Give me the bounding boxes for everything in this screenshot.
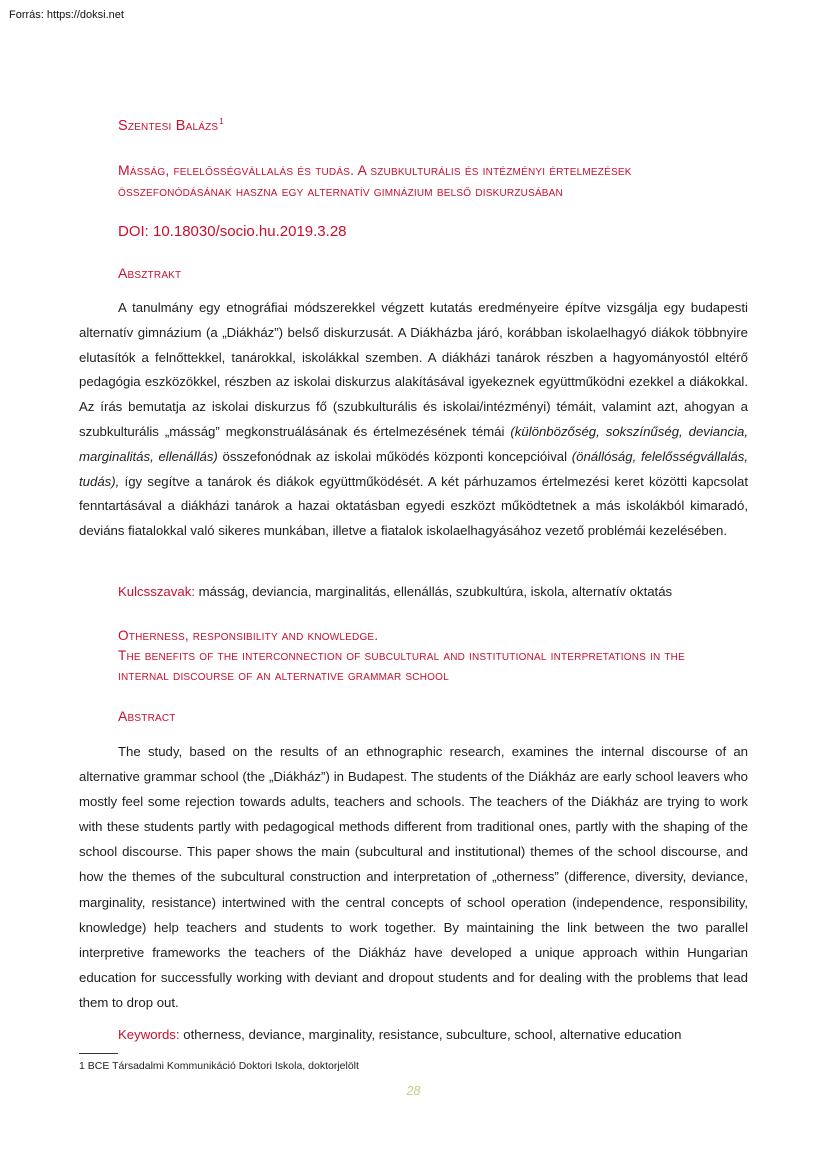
- doi[interactable]: DOI: 10.18030/socio.hu.2019.3.28: [118, 223, 347, 240]
- keywords-hu: Kulcsszavak: másság, deviancia, marginalitás, ellenállás, szubkultúra, iskola, alternatív oktatás: [118, 584, 673, 599]
- abstract-hu-text: A tanulmány egy etnográfiai módszerekkel végzett kutatás eredményeire építve vizsgálja egy budapesti alternatív gimnázium (a „Diákház”) belső diskurzusát. A Diákházba járó, korábban iskolaelhagyó diákok többnyire elutasítók a felnőttekkel, tanárokkal, iskolákkal szemben. A diákházi tanárok részben a hagyományostól eltérő pedagógia eszközökkel, részben az iskolai diskurzus alakításával igyekeznek együttműködni ezekkel a diákokkal. Az írás bemutatja az iskolai diskurzus fő (szubkulturális és iskolai/intézményi) témáit, valamint azt, ahogyan a szubkulturális „másság” megkonstruálásának és értelmezésének témái (különbözőség, sokszínűség, deviancia, marginalitás, ellenállás) összefonódnak az iskolai működés központi koncepcióival (önállóság, felelősségvállalás, tudás), így segítve a tanárok és diákok együttműködését. A két párhuzamos értelmezési keret közötti kapcsolat fenntartásával a diákházi tanárok a hazai oktatásban egyedi eszközt működtetnek a más iskolákból kimaradó, deviáns fiatalokkal való sikeres munkában, illetve a fiatalok iskolaelhagyásához vezető problémái kezelésében.: [79, 300, 748, 539]
- source-label: Forrás: https://doksi.net: [9, 9, 124, 21]
- abstract-en-text: The study, based on the results of an ethnographic research, examines the internal discourse of an alternative grammar school (the „Diákház”) in Budapest. The students of the Diákház are early school leavers who mostly feel some rejection towards adults, teachers and schools. The teachers of the Diákház are trying to work with these students partly with pedagogical methods different from traditional ones, partly with the shaping of the school discourse. This paper shows the main (subcultural and institutional) themes of the school discourse, and how the themes of the subcultural construction and interpretation of „otherness” (difference, diversity, deviance, marginality, resistance) intertwined with the central concepts of school operation (independence, responsibility, knowledge) help teachers and students to work together. By maintaining the link between the two parallel interpretive frameworks the teachers of the Diákház have developed a unique approach within Hungarian education for successfully working with deviant and dropout students and for dealing with the problems that lead them to drop out.: [79, 744, 748, 1010]
- footnote: 1 BCE Társadalmi Kommunikáció Doktori Iskola, doktorjelölt: [79, 1060, 359, 1072]
- page-number: 28: [406, 1084, 421, 1098]
- title-english: Otherness, responsibility and knowledge. The benefits of the interconnection of subcultural and institutional interpretations in the internal discourse of an alternative grammar school: [118, 628, 685, 683]
- abstract-en-heading: Abstract: [118, 708, 176, 724]
- footnote-rule: [79, 1053, 118, 1054]
- footnote-mark: 1: [219, 117, 224, 126]
- abstract-hu-heading: Absztrakt: [118, 265, 182, 281]
- title-hungarian: Másság, felelősségvállalás és tudás. A szubkulturális és intézményi értelmezések összefonódásának haszna egy alternatív gimnázium belső diskurzusában: [118, 162, 632, 199]
- keywords-en: Keywords: otherness, deviance, marginality, resistance, subculture, school, alternative education: [118, 1027, 682, 1042]
- author-name: Szentesi Balázs$^1$: [118, 117, 224, 134]
- keywords-en-label: Keywords:: [118, 1027, 180, 1042]
- keywords-hu-label: Kulcsszavak:: [118, 584, 195, 599]
